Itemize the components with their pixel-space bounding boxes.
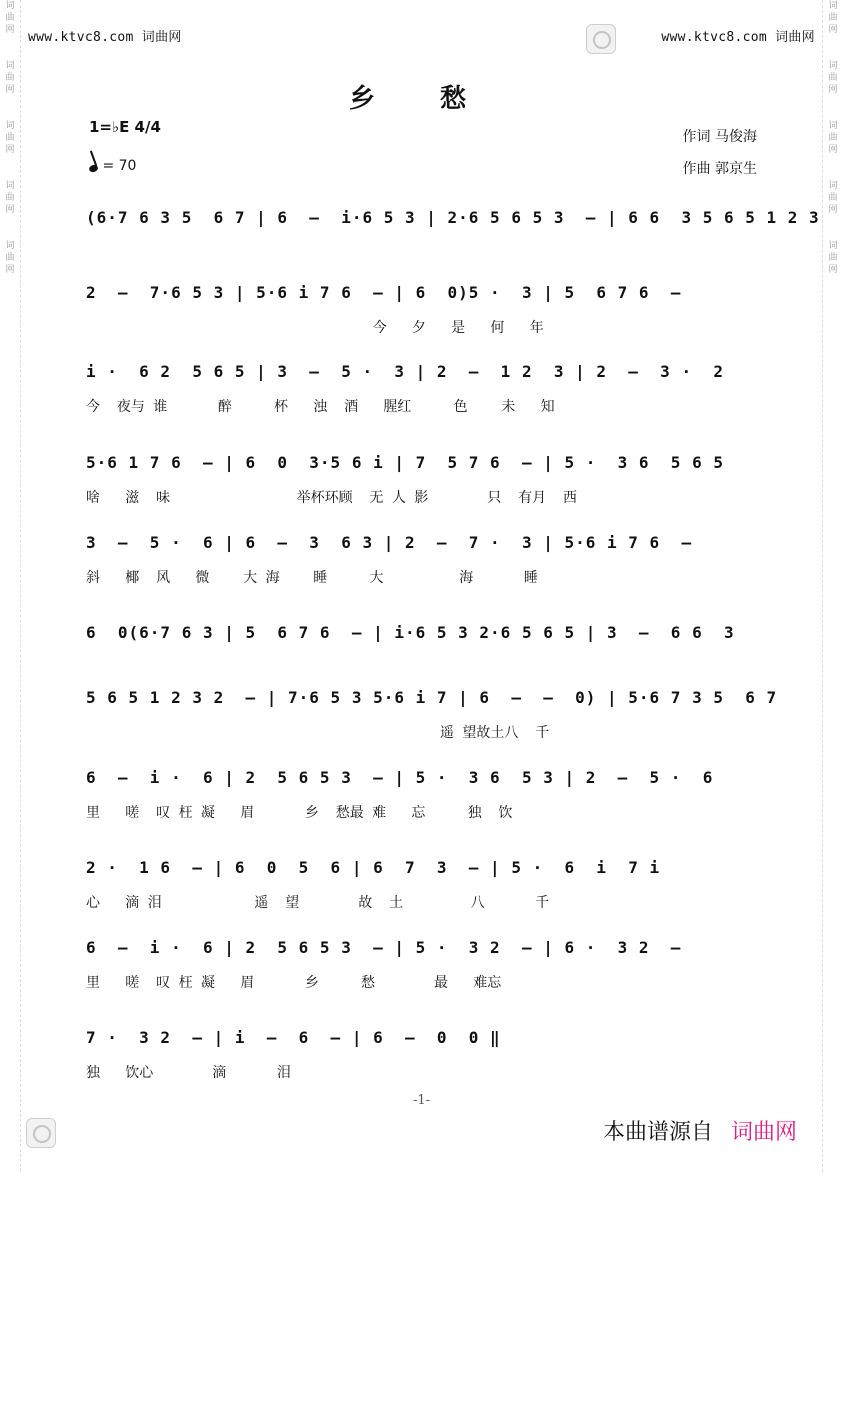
notation-line: 5·6 1 7 6 – | 6 0 3·5 6 i | 7 5 7 6 – | 5 · 3 6 5 6 5 (86, 453, 724, 472)
notation-line: 7 · 3 2 – | i – 6 – | 6 – 0 0 ‖ (86, 1028, 501, 1047)
composer-credit: 作曲 郭京生 (682, 161, 757, 177)
notation-line: 5 6 5 1 2 3 2 – | 7·6 5 3 5·6 i 7 | 6 – – 0) | 5·6 7 3 5 6 7 (86, 688, 778, 707)
site-url-right[interactable]: www.ktvc8.com 词曲网 (661, 30, 815, 45)
score-row (86, 938, 758, 998)
score-row (86, 453, 758, 513)
right-watermark-strip: 词 曲 网 (828, 61, 838, 95)
source-site-link[interactable]: 词曲网 (730, 1120, 797, 1145)
right-watermark-strip: 词 曲 网 (828, 1, 838, 35)
right-watermark-strip: 词 曲 网 (828, 121, 838, 155)
score-row (86, 362, 758, 422)
lyric-line: 今 夜与 谁 醉 杯 浊 酒 腥红 色 未 知 (86, 399, 555, 415)
notation-line: i · 6 2 5 6 5 | 3 – 5 · 3 | 2 – 1 2 3 | 2 – 3 · 2 (86, 362, 724, 381)
left-watermark-strip: 词 曲 网 (5, 1, 15, 35)
score-row (86, 208, 820, 268)
notation-line: 2 – 7·6 5 3 | 5·6 i 7 6 – | 6 0)5 · 3 | 5 6 7 6 – (86, 283, 682, 302)
notation-line: 6 – i · 6 | 2 5 6 5 3 – | 5 · 3 2 – | 6 · 3 2 – (86, 938, 682, 957)
lyric-line: 独 饮心 滴 泪 (86, 1065, 291, 1081)
key-signature: 1=♭E 4/4 (89, 118, 161, 136)
score-row (86, 533, 758, 593)
lyric-line: 里 嗟 叹 枉 凝 眉 乡 愁 最 难忘 (86, 975, 502, 991)
lyric-line: 今 夕 是 何 年 (86, 320, 544, 336)
right-watermark-strip: 词 曲 网 (828, 181, 838, 215)
left-watermark-strip: 词 曲 网 (5, 121, 15, 155)
notation-line: 6 0(6·7 6 3 | 5 6 7 6 – | i·6 5 3 2·6 5 6 5 | 3 – 6 6 3 (86, 623, 735, 642)
left-watermark-strip: 词 曲 网 (5, 61, 15, 95)
score-row (86, 688, 778, 748)
score-row (86, 1028, 758, 1088)
page-number: -1- (412, 1093, 431, 1108)
right-watermark-strip: 词 曲 网 (828, 241, 838, 275)
left-watermark-strip: 词 曲 网 (5, 181, 15, 215)
notation-line: 6 – i · 6 | 2 5 6 5 3 – | 5 · 3 6 5 3 | 2 – 5 · 6 (86, 768, 714, 787)
lyric-line: 啥 滋 味 举杯环顾 无 人 影 只 有月 西 (86, 490, 578, 506)
source-label: 本曲谱源自 (602, 1120, 713, 1145)
song-title: 乡 愁 (348, 84, 495, 114)
notation-line: 2 · 1 6 – | 6 0 5 6 | 6 7 3 – | 5 · 6 i 7 i (86, 858, 661, 877)
source-credit (603, 1115, 797, 1146)
notation-line: 3 – 5 · 6 | 6 – 3 6 3 | 2 – 7 · 3 | 5·6 i 7 6 – (86, 533, 693, 552)
score-row (86, 858, 758, 918)
score-row (86, 623, 758, 683)
lyric-line: 斜 椰 风 微 大 海 睡 大 海 睡 (86, 570, 538, 586)
left-watermark-strip: 词 曲 网 (5, 241, 15, 275)
score-row (86, 283, 758, 343)
lyric-line: 遥 望故土八 千 (86, 725, 550, 741)
lyric-line: 里 嗟 叹 枉 凝 眉 乡 愁最 难 忘 独 饮 (86, 805, 513, 821)
site-url-left[interactable]: www.ktvc8.com 词曲网 (28, 30, 182, 45)
lyricist-credit: 作词 马俊海 (682, 129, 757, 145)
tempo-value: = 70 (102, 158, 137, 174)
notation-line: (6·7 6 3 5 6 7 | 6 – i·6 5 3 | 2·6 5 6 5 3 – | 6 6 3 5 6 5 1 2 3 (86, 208, 820, 227)
lyric-line: 心 滴 泪 遥 望 故 土 八 千 (86, 895, 550, 911)
footer-logo-icon (26, 1118, 56, 1148)
score-row (86, 768, 758, 828)
